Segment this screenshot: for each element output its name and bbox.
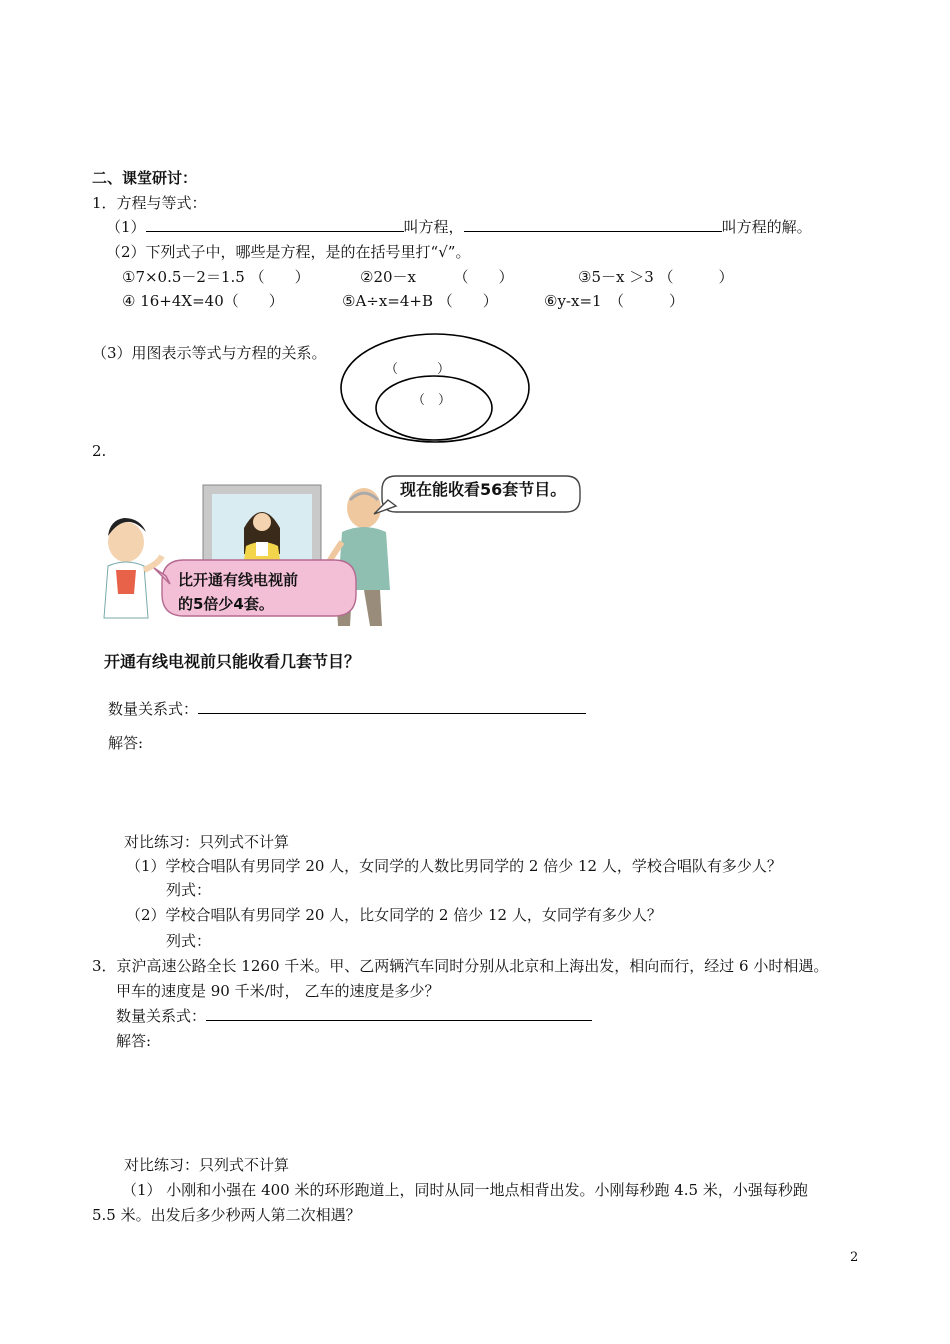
q3-line1: 3．京沪高速公路全长 1260 千米。甲、乙两辆汽车同时分别从北京和上海出发，相向而行，经过 6 小时相遇。 (92, 957, 829, 975)
q1-part1-mid: 叫方程， (403, 218, 464, 236)
blank-solution-definition[interactable] (464, 217, 722, 232)
option-2: ②20－x （ ） (360, 268, 514, 286)
q2-compare-2-formula: 列式： (166, 932, 212, 950)
q1-part3: （3）用图表示等式与方程的关系。 (92, 344, 327, 362)
option-4: ④ 16+4X=40（ ） (122, 292, 284, 310)
q2-question: 开通有线电视前只能收看几套节目？ (104, 652, 361, 671)
outer-paren[interactable]: （ ） (385, 362, 451, 377)
q2-number: 2. (92, 442, 107, 460)
q2-relation-blank[interactable] (198, 699, 586, 714)
q2-compare-2: （2）学校合唱队有男同学 20 人，比女同学的 2 倍少 12 人，女同学有多少人？ (126, 906, 662, 924)
option-6: ⑥y-x=1 （ ） (544, 292, 685, 310)
option-1: ①7×0.5－2＝1.5 （ ） (122, 268, 310, 286)
q1-part1 (106, 217, 812, 237)
q3-relation-label: 数量关系式： (116, 1007, 207, 1025)
old-man-speech: 现在能收看56套节目。 (400, 480, 567, 499)
page-number: 2 (850, 1250, 859, 1265)
q2-answer-label: 解答: (108, 734, 144, 752)
q3-compare-title: 对比练习：只列式不计算 (124, 1156, 290, 1174)
boy-speech-line2: 的5倍少4套。 (178, 595, 274, 613)
q1-part1-end: 叫方程的解。 (721, 218, 812, 236)
blank-equation-definition[interactable] (146, 217, 404, 232)
section-title: 二、课堂研讨： (92, 169, 198, 187)
q2-compare-1: （1）学校合唱队有男同学 20 人，女同学的人数比男同学的 2 倍少 12 人，学校合唱队有多少人？ (126, 857, 782, 875)
outer-ellipse (341, 334, 529, 442)
venn-diagram (335, 330, 535, 446)
q1-title: 1．方程与等式： (92, 194, 207, 212)
boy-speech-line1: 比开通有线电视前 (178, 571, 299, 589)
inner-paren[interactable]: （ ） (412, 393, 452, 408)
q3-answer-label: 解答: (116, 1032, 152, 1050)
q1-part2: （2）下列式子中，哪些是方程，是的在括号里打“√”。 (106, 243, 471, 261)
q2-relation (108, 699, 586, 719)
q2-relation-label: 数量关系式： (108, 700, 199, 718)
q3-line2: 甲车的速度是 90 千米/时， 乙车的速度是多少？ (116, 982, 440, 1000)
q1-part1-prefix: （1） (106, 218, 146, 236)
q3-compare-1-line1: （1） 小刚和小强在 400 米的环形跑道上，同时从同一地点相背出发。小刚每秒跑 4.5 米，小强每秒跑 (122, 1181, 808, 1199)
q2-compare-title: 对比练习：只列式不计算 (124, 833, 290, 851)
option-3: ③5－x ＞3 （ ） (578, 268, 734, 286)
q3-relation-blank[interactable] (206, 1006, 592, 1021)
q3-relation (116, 1006, 592, 1026)
q3-compare-1-line2: 5.5 米。出发后多少秒两人第二次相遇？ (92, 1206, 361, 1224)
option-5: ⑤A÷x=4+B （ ） (342, 292, 498, 310)
q2-compare-1-formula: 列式： (166, 881, 212, 899)
